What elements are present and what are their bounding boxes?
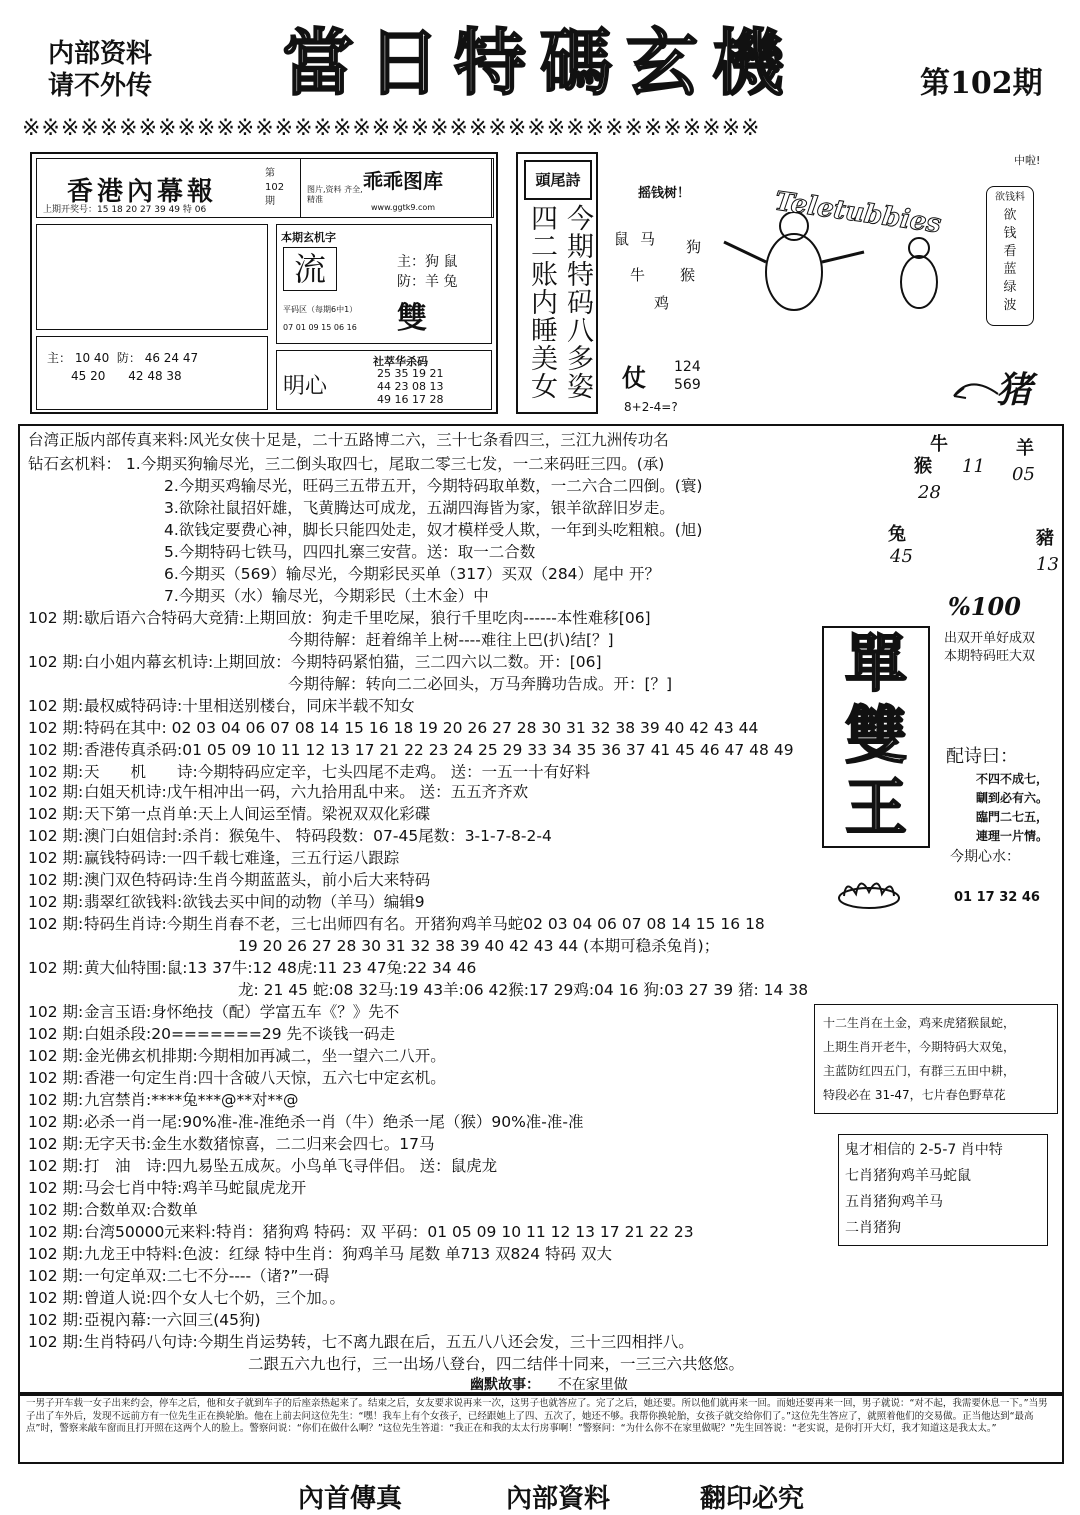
info-row: [28, 1222, 694, 1242]
peishi-line: 連理一片情。: [976, 829, 1049, 843]
side-line: 欲: [1003, 208, 1017, 223]
info-row: [28, 870, 430, 890]
footer-internal: 內部資料: [506, 1484, 611, 1514]
peishi-line: 不四不成七，: [976, 772, 1049, 786]
info-row: [28, 430, 669, 450]
fan-05: 05: [1012, 464, 1035, 485]
row-text: 无字天书:金生水数猪惊喜，二二归来会四七。17马: [84, 1135, 435, 1153]
info-row: [28, 1024, 395, 1044]
zodiac-gou: 狗: [686, 238, 702, 256]
side-line: 看: [1003, 244, 1017, 259]
info-row: [164, 586, 489, 606]
row-issue: 102 期:: [28, 871, 84, 889]
row-issue: 102 期:: [28, 783, 84, 801]
row-issue: 102 期:: [28, 719, 84, 737]
fan-niu: 牛: [930, 434, 948, 455]
xin-label: 今期心水：: [950, 849, 1020, 865]
poem-box: [516, 152, 598, 414]
double-notes: [944, 630, 1035, 666]
story-title: 幽默故事：: [470, 1377, 540, 1393]
row-text: 曾道人说:四个女人七个奶，三个加。。: [84, 1289, 345, 1307]
row-text: 台湾正版内部传真来料:风光女侠十足是，二十五路博二六，三十七条看四三，三江九洲传功名: [28, 431, 669, 449]
row-text: 最权威特码诗:十里相送别楼台，同床半载不知女: [84, 697, 415, 715]
row-issue: 102 期:: [28, 1223, 84, 1241]
box2-line: 二肖猪狗: [845, 1220, 901, 1236]
row-text: 今期待解：转向二二必回头，万马奔腾功告成。开：[？]: [288, 675, 673, 693]
box2-line: 七肖猪狗鸡羊马蛇鼠: [845, 1168, 971, 1184]
big-box: [822, 626, 930, 848]
side-line: 波: [1003, 298, 1017, 313]
row-text: 3.欲除社鼠招奸雄，飞黄腾达可成龙，五湖四海皆为家，银羊欲辞旧岁走。: [164, 499, 675, 517]
info-row: [28, 696, 415, 716]
poem-head: 頭尾詩: [524, 160, 592, 200]
row-text: 二跟五六九也行，三一出场八登台，四二结伴十同来，一三三六共悠悠。: [248, 1355, 745, 1373]
row-issue: 102 期:: [28, 741, 84, 759]
gallery-url: www.ggtk9.com: [371, 203, 436, 212]
row-issue: 102 期:: [28, 1113, 84, 1131]
flat-label: 平码区（每期6中1）: [283, 305, 358, 314]
info-row: [28, 958, 476, 978]
row-text: 金光佛玄机排期:今期相加再减二，坐一望六二八开。: [84, 1047, 446, 1065]
box-zodiac-poem: [814, 1004, 1058, 1114]
info-row: [28, 804, 430, 824]
fan-pct: %100: [948, 592, 1021, 621]
info-row: [28, 1068, 446, 1088]
fan-zhu: 豬: [1036, 528, 1054, 549]
info-row: [28, 1332, 694, 1352]
row-issue: 102 期:: [28, 1091, 84, 1109]
side-line: 绿: [1003, 280, 1017, 295]
nums-row2: [71, 369, 182, 383]
side-line: 蓝: [1003, 262, 1017, 277]
peishi-line: 臨門二七五，: [976, 810, 1049, 824]
fate-box: [276, 224, 492, 344]
row-text: 亞視內幕:一六回三(45狗): [84, 1311, 261, 1329]
side-title-box: [986, 186, 1034, 326]
row-issue: 102 期:: [28, 827, 84, 845]
row-text: 台湾50000元来料:特肖：猪狗鸡 特码：双 平码：01 05 09 10 11 12 13 17 21 22 23: [84, 1223, 694, 1241]
info-row: [28, 718, 758, 738]
row-text: 澳门双色特码诗:生肖今期蓝蓝头，前小后大来特码: [84, 871, 431, 889]
row-issue: 102 期:: [28, 1267, 84, 1285]
side-title: 欲钱料: [995, 192, 1025, 203]
row-text: 必杀一肖一尾:90%准-准-准绝杀一肖（牛）绝杀一尾（猴）90%准-准-准: [84, 1113, 584, 1131]
zodiac-ma: 马: [640, 230, 656, 248]
row-text: 5.今期特码七铁马，四四扎寨三安营。送：取一二合数: [164, 543, 536, 561]
gallery-name: 乖乖图库: [363, 169, 443, 193]
header-notice: [48, 38, 152, 102]
info-row: [28, 1156, 497, 1176]
box1-line: 十二生肖在土金，鸡来虎猪猴鼠蛇，: [823, 1016, 1016, 1030]
info-row: [28, 914, 765, 934]
fate-main: 主：狗 鼠: [397, 254, 458, 270]
row-text: 香港一句定生肖:四十含破八天惊，五六七中定玄机。: [84, 1069, 446, 1087]
zodiac-fan: [870, 428, 1060, 628]
big-wang: 王: [844, 771, 907, 844]
row-text: 九龙王中特料:色波：红绿 特中生肖：狗鸡羊马 尾数 单713 双824 特码 双大: [84, 1245, 612, 1263]
arrow-icon: [950, 374, 1000, 404]
info-row: [288, 674, 672, 694]
pig-char: 猪: [996, 369, 1033, 411]
info-row: [238, 980, 808, 1000]
last-draw: 上期开奖号：15 18 20 27 39 49 特 06: [43, 205, 207, 215]
info-row: [164, 564, 660, 584]
info-row: [28, 1002, 399, 1022]
page-title: 當日特碼玄機: [281, 20, 798, 105]
cartoon-top: 摇钱树！: [638, 186, 691, 201]
info-row: [28, 782, 528, 802]
info-row: [28, 1266, 329, 1286]
nums-row1: [47, 349, 198, 366]
info-row: [28, 608, 651, 628]
row-issue: 102 期:: [28, 1245, 84, 1263]
footer-fax: 內首傳真: [298, 1484, 403, 1514]
rows-area: [18, 424, 818, 1394]
row-issue: 102 期:: [28, 1289, 84, 1307]
kill-box: [276, 350, 492, 410]
fate-guard: 防：羊 兔: [397, 274, 458, 290]
kill-row: 25 35 19 21: [377, 367, 444, 380]
row-text: 歇后语六合特码大竞猜:上期回放：狗走千里吃屎，狼行千里吃肉------本性难移[06]: [84, 609, 651, 627]
kill-row: 49 16 17 28: [377, 393, 444, 406]
info-row: [28, 826, 552, 846]
row-text: 白姐杀段:20=======29 先不谈钱一码走: [84, 1025, 396, 1043]
paper-name: 香港內幕報: [67, 177, 218, 207]
info-row: [28, 1310, 261, 1330]
info-row: [28, 740, 794, 760]
info-row: [288, 630, 614, 650]
kill-nums: [377, 367, 443, 406]
notice-line1: 内部资料: [48, 39, 153, 69]
fan-28: 28: [918, 482, 941, 503]
row-text: 钻石玄机料： 1.今期买狗输尽光，三二倒头取四七，尾取二零三七发，一二来码旺三四。(承): [28, 455, 665, 473]
row-text: 天下第一点肖单:天上人间运至情。梁祝双双化彩碟: [84, 805, 431, 823]
big-shuang: 雙: [844, 699, 907, 772]
story-heading: [470, 1374, 628, 1394]
info-row: [28, 1288, 345, 1308]
footer-copyright: 翻印必究: [700, 1484, 805, 1514]
box2-line: 鬼才相信的 2-5-7 肖中特: [845, 1142, 1003, 1158]
nums-a: 45 20: [71, 369, 106, 383]
newspaper-panel: [30, 152, 498, 414]
note-line: 本期特码旺大双: [944, 649, 1036, 664]
row-text: 澳门白姐信封:杀肖：猴兔牛、 特码段数：07-45尾数：3-1-7-8-2-4: [84, 827, 552, 845]
row-text: 龙: 21 45 蛇:08 32马:19 43羊:06 42猴:17 29鸡:04 16 狗:03 27 39 猪: 14 38: [238, 981, 809, 999]
info-row: [28, 1090, 298, 1110]
fan-yang: 羊: [1016, 438, 1034, 459]
row-issue: 102 期:: [28, 893, 84, 911]
row-text: 打 油 诗:四九易坠五成灰。小鸟单飞寻伴侣。 送：鼠虎龙: [84, 1157, 498, 1175]
zhang-char: 仗: [622, 364, 646, 392]
row-issue: 102 期:: [28, 1135, 84, 1153]
box1-line: 特段必在 31-47，七片春色野草花: [823, 1088, 1006, 1102]
kill-title: 社萃华杀码: [373, 355, 428, 368]
row-text: 黄大仙特围:鼠:13 37牛:12 48虎:11 23 47兔:22 34 46: [84, 959, 477, 977]
zodiac-niu: 牛: [630, 266, 646, 284]
teletubbies-drawing: [714, 212, 954, 322]
box2-line: 五肖猪狗鸡羊马: [845, 1194, 943, 1210]
xin-nums: 01 17 32 46: [954, 890, 1040, 905]
poem-col2: 四二账内睡美女: [526, 204, 557, 400]
story-text: 一男子开车载一女子出来约会，停车之后，他和女子就到车子的后座亲热起来了。结束之后，女友要求说再来一次，这男子也就答应了。完了之后，她还要。所以他们就再来一回。而她还要再来一回，男子就说：“对不起，我需要休息一下。”当男子出了车外后，发现不远前方有一位先生正在换轮胎。他在上前去问这位先生：“嘿！我车上有个女孩子，已经跟她上了四、五次了，她还不够。我帮你换轮胎，女孩子就交给你们了。”这位先生答应了，就照着他们的交易做。正当他达到“最高点”时，警察来敲车窗而且打开照在这两个人的脸上。警察问说：“你们在做什么啊？”这位先生答道：“我正在和我的太太行房事啊！”警察问：“为什么你不在家里做呢？”先生回答说：“老实说，是你打开大灯，我才知道这是我太太。”: [18, 1394, 1064, 1464]
label-guard: 防：: [116, 351, 141, 365]
row-text: 19 20 26 27 28 30 31 32 38 39 40 42 43 44 (本期可稳杀兔肖)；: [238, 937, 720, 955]
double-char: 雙: [397, 301, 427, 336]
row-issue: 102 期:: [28, 959, 84, 977]
row-issue: 102 期:: [28, 1157, 84, 1175]
row-text: 特码在其中: 02 03 04 06 07 08 14 15 16 18 19 20 26 27 28 30 31 32 38 39 40 42 43 44: [84, 719, 759, 737]
left-nums-box: [36, 336, 268, 410]
row-text: 6.今期买（569）输尽光，今期彩民买单（317）买双（284）尾中 开？: [164, 565, 660, 583]
info-row: [28, 762, 590, 782]
row-text: 7.今期买（水）输尽光，今期彩民（土木金）中: [164, 587, 489, 605]
row-text: 2.今期买鸡输尽光，旺码三五带五开，今期特码取单数，一二六合二四倒。(寰): [164, 477, 703, 495]
poem-col1: 今期特码八多姿: [562, 204, 593, 400]
bottom-char: 明心: [283, 374, 328, 399]
nums-main: 10 40: [74, 351, 110, 365]
cartoon-area: [604, 148, 1070, 418]
num-line: 124: [674, 359, 701, 375]
row-issue: 102 期:: [28, 805, 84, 823]
row-text: 白姐天机诗:戊午相冲出一码，六九拾用乱中来。 送：五五齐齐欢: [84, 783, 529, 801]
num-line: 569: [674, 377, 701, 393]
label-main: 主：: [47, 351, 72, 365]
zhang-nums: [674, 358, 701, 394]
row-issue: 102 期:: [28, 1025, 84, 1043]
info-row: [28, 1178, 306, 1198]
issue-number: 第102期: [920, 66, 1043, 101]
row-issue: 102 期:: [28, 1201, 84, 1219]
info-row: [28, 454, 664, 474]
notice-line2: 请不外传: [48, 71, 153, 101]
row-text: 金言玉语:身怀绝技（配）学富五车《？》先不: [84, 1003, 400, 1021]
row-text: 一句定单双:二七不分----（诸?”一碍: [84, 1267, 330, 1285]
info-row: [164, 498, 675, 518]
blank-area: [36, 224, 268, 330]
info-row: [28, 848, 399, 868]
row-issue: 102 期:: [28, 1047, 84, 1065]
gallery-logo: [300, 158, 492, 218]
row-text: 马会七肖中特:鸡羊马蛇鼠虎龙开: [84, 1179, 307, 1197]
row-text: 赢钱特码诗:一四千载七难逢，三五行运八跟踪: [84, 849, 400, 867]
peishi-lines: [976, 770, 1048, 846]
row-text: 生肖特码八句诗:今期生肖运势转，七不离九跟在后，五五八八还会发，三十三四相拌八。: [84, 1333, 694, 1351]
info-row: [28, 1244, 612, 1264]
row-issue: 102 期:: [28, 1333, 84, 1351]
peishi-title: 配诗曰：: [946, 746, 1018, 767]
info-row: [28, 1134, 434, 1154]
star-divider: ※※※※※※※※※※※※※※※※※※※※※※※※※※※※※※※※※※※※※※: [22, 116, 761, 141]
row-issue: 102 期:: [28, 849, 84, 867]
side-line: 钱: [1003, 226, 1017, 241]
box1-line: 主蓝防红四五门，有群三五田中耕，: [823, 1064, 1016, 1078]
info-row: [164, 476, 702, 496]
box1-line: 上期生肖开老牛，今期特码大双兔，: [823, 1040, 1016, 1054]
flower-icon: [834, 870, 904, 910]
row-text: 天 机 诗:今期特码应定辛，七头四尾不走鸡。 送：一五一十有好料: [84, 763, 591, 781]
gallery-sub: 图片,资料 齐全,精准: [307, 185, 363, 204]
kill-row: 44 23 08 13: [377, 380, 444, 393]
flat-nums: 07 01 09 15 06 16: [283, 323, 357, 332]
zodiac-ji: 鸡: [654, 294, 670, 312]
info-row: [238, 936, 719, 956]
brand: Teletubbies: [772, 186, 943, 240]
row-text: 4.欲钱定要费心神，脚长只能四处走，奴才模样受人欺，一年到头吃粗粮。(旭): [164, 521, 703, 539]
story-sub: 不在家里做: [557, 1377, 628, 1393]
row-text: 香港传真杀码:01 05 09 10 11 12 13 17 21 22 23 24 25 29 33 34 35 36 37 41 45 46 47 48 49: [84, 741, 794, 759]
row-issue: 102 期:: [28, 915, 84, 933]
zhong-text: 中啦!: [1014, 154, 1041, 167]
info-row: [28, 1200, 198, 1220]
fan-13: 13: [1036, 554, 1059, 575]
note-line: 出双开单好成双: [944, 631, 1036, 646]
paper-issue: 第102期: [265, 168, 285, 207]
info-row: [164, 542, 535, 562]
row-issue: 102 期:: [28, 1179, 84, 1197]
row-issue: 102 期:: [28, 653, 84, 671]
row-text: 白小姐内幕玄机诗:上期回放：今期特码紧怕猫，三二四六以二数。开：[06]: [84, 653, 602, 671]
fan-45: 45: [890, 546, 913, 567]
box-ghost: [838, 1134, 1048, 1246]
big-dan: 單: [844, 627, 907, 700]
row-issue: 102 期:: [28, 1311, 84, 1329]
formula: 8+2-4=?: [624, 400, 678, 414]
info-row: [28, 652, 602, 672]
fate-char: 流: [283, 247, 337, 291]
row-issue: 102 期:: [28, 1069, 84, 1087]
row-text: 特码生肖诗:今期生肖春不老，三七出师四有名。开猪狗鸡羊马蛇02 03 04 06 07 08 14 15 16 18: [84, 915, 765, 933]
fan-tu: 兔: [888, 524, 906, 545]
zodiac-hou: 猴: [680, 266, 696, 284]
nums-guard: 46 24 47: [144, 351, 199, 365]
row-text: 九宫禁肖:****兔***@**对**@: [84, 1091, 299, 1109]
row-issue: 102 期:: [28, 697, 84, 715]
row-text: 翡翠红欲钱料:欲钱去买中间的动物（羊马）编辑9: [84, 893, 425, 911]
row-text: 今期待解：赶着绵羊上树----难往上巴(扒)结[？]: [288, 631, 614, 649]
row-text: 合数单双:合数单: [84, 1201, 198, 1219]
nums-b: 42 48 38: [128, 369, 182, 383]
row-issue: 102 期:: [28, 763, 84, 781]
info-row: [28, 1046, 446, 1066]
info-row: [28, 892, 425, 912]
row-issue: 102 期:: [28, 609, 84, 627]
peishi-line: 瞓到必有六。: [976, 791, 1049, 805]
fan-hou: 猴: [914, 456, 932, 477]
info-row: [248, 1354, 744, 1374]
row-issue: 102 期:: [28, 1003, 84, 1021]
fan-11: 11: [962, 456, 985, 477]
zodiac-shu: 鼠: [614, 230, 630, 248]
fate-title: 本期玄机字: [281, 231, 336, 244]
info-row: [164, 520, 702, 540]
info-row: [28, 1112, 584, 1132]
